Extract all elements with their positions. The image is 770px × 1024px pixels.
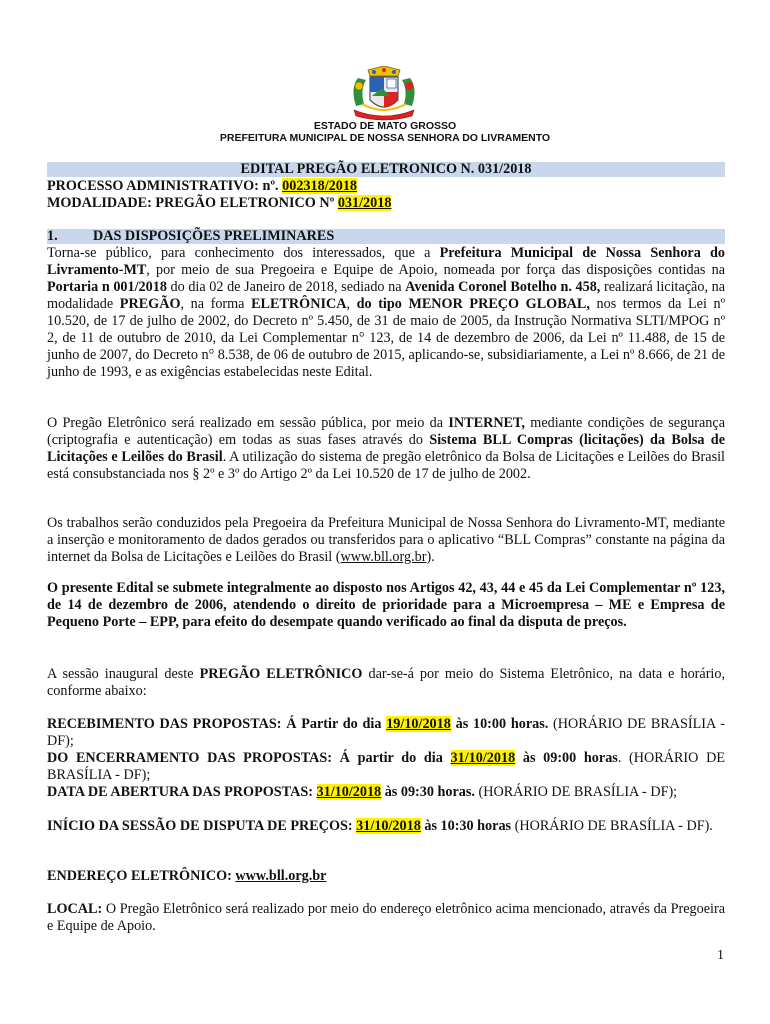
bll-link[interactable]: www.bll.org.br <box>340 549 427 565</box>
text-run: do tipo MENOR PREÇO GLOBAL, <box>356 296 590 312</box>
text-run: Sistema BLL Compras (licitações) da Bolsa de Licitações e Leilões do Brasil <box>47 432 725 465</box>
schedule-item <box>47 784 725 801</box>
schedule-date: 19/10/2018 <box>386 716 451 732</box>
schedule-time: às 10:30 horas <box>420 818 512 834</box>
schedule-time: às 10:00 horas. <box>450 716 549 732</box>
text-run: , <box>346 296 357 312</box>
schedule-time: às 09:30 horas. <box>381 784 475 800</box>
electronic-address <box>47 868 725 885</box>
text-run: nos termos da Lei nº 10.520, de 17 de julho de 2002, do Decreto nº 5.450, de 31 de maio de 2005, da Instrução Normativa SLTI/MPOG nº 2, de 11 de outubro de 2010, da Lei Complementar n° 123, de 14 de dezembro de 2006, da Lei nº 11.488, de 15 de junho de 2007, do Decreto n° 8.538, de 06 de outubro de 2015, aplicando-se, subsidiariamente, a Lei nº 8.666, de 21 de junho de 1993, e as exigências estabelecidas neste Edital. <box>47 296 725 380</box>
paragraph-introduction <box>47 245 725 381</box>
paragraph-works <box>47 515 725 566</box>
process-label: PROCESSO ADMINISTRATIVO: nº. <box>47 178 279 194</box>
schedule-date: 31/10/2018 <box>450 750 516 766</box>
text-run: . A utilização do sistema de pregão eletrônico da Bolsa de Licitações e Leilões do Brasil está consubstanciada nos § 2º e 3º do Artigo 2º da Lei 10.520 de 17 de julho de 2002. <box>47 449 725 482</box>
section-title: DAS DISPOSIÇÕES PRELIMINARES <box>93 228 335 244</box>
schedule-label: DATA DE ABERTURA DAS PROPOSTAS: <box>47 784 317 800</box>
page-title: EDITAL PREGÃO ELETRONICO N. 031/2018 <box>240 161 532 177</box>
schedule-time: às 09:00 horas <box>515 750 618 766</box>
paragraph-complementary-law: O presente Edital se submete integralmente ao disposto nos Artigos 42, 43, 44 e 45 da Lei Complementar nº 123, de 14 de dezembro de 2006, atendendo o direito de prioridade para a Microempresa – ME e Empresa de Pequeno Porte – EPP, para efeito do desempate quando verificado ao final da disputa de preços. <box>47 580 725 630</box>
text-run: PREGÃO <box>119 296 181 312</box>
text-run: INTERNET, <box>448 415 525 431</box>
schedule-note: (HORÁRIO DE BRASÍLIA - DF). <box>511 818 713 834</box>
text-run: A sessão inaugural deste <box>47 666 200 682</box>
local-text: O Pregão Eletrônico será realizado por meio do endereço eletrônico acima mencionado, através da Pregoeira e Equipe de Apoio. <box>47 901 725 934</box>
text-run: Os trabalhos serão conduzidos pela Pregoeira da Prefeitura Municipal de Nossa Senhora do Livramento-MT, mediante a inserção e monitoramento de dados gerados ou transferidos para o aplicativo “BLL Compras” constante na página da internet da Bolsa de Licitações e Leilões do Brasil ( <box>47 515 725 565</box>
schedule-item <box>47 716 725 750</box>
page-number: 1 <box>717 948 724 963</box>
modality-label: MODALIDADE: PREGÃO ELETRONICO Nº <box>47 195 335 211</box>
schedule-item <box>47 750 725 784</box>
local-paragraph <box>47 901 725 935</box>
text-run: , na forma <box>180 296 252 312</box>
text-run: do dia 02 de Janeiro de 2018, sediado na <box>166 279 406 295</box>
modality <box>47 195 725 212</box>
process-number <box>47 178 725 195</box>
schedule-date: 31/10/2018 <box>316 784 382 800</box>
text-run: ELETRÔNICA <box>251 296 347 312</box>
schedule-label: RECEBIMENTO DAS PROPOSTAS: Á Partir do dia <box>47 716 387 732</box>
text-run: Avenida Coronel Botelho n. 458, <box>405 279 601 295</box>
schedule-label: DO ENCERRAMENTO DAS PROPOSTAS: Á partir do dia <box>47 750 451 766</box>
schedule-label: INÍCIO DA SESSÃO DE DISPUTA DE PREÇOS: <box>47 818 357 834</box>
text-run: dar-se-á por meio do Sistema Eletrônico, na data e horário, conforme abaixo: <box>47 666 725 699</box>
header-municipality: PREFEITURA MUNICIPAL DE NOSSA SENHORA DO LIVRAMENTO <box>219 132 551 144</box>
electronic-address-link[interactable]: www.bll.org.br <box>235 868 327 884</box>
electronic-address-label: ENDEREÇO ELETRÔNICO: <box>47 868 236 884</box>
modality-value: 031/2018 <box>337 195 392 211</box>
text-run: PREGÃO ELETRÔNICO <box>199 666 363 682</box>
process-value: 002318/2018 <box>282 178 358 194</box>
schedule-date: 31/10/2018 <box>356 818 421 834</box>
section-heading <box>47 228 725 245</box>
text-run: , por meio de sua Pregoeira e Equipe de Apoio, nomeada por força das disposições contidas na <box>146 262 725 278</box>
paragraph-internet <box>47 415 725 483</box>
schedule-note: (HORÁRIO DE BRASÍLIA - DF); <box>47 716 725 749</box>
header-state: ESTADO DE MATO GROSSO <box>313 120 457 132</box>
section-number: 1. <box>47 228 58 244</box>
text-run: realizará licitação, na modalidade <box>47 279 725 312</box>
municipal-coat-of-arms-icon <box>340 66 428 122</box>
text-run: Portaria n 001/2018 <box>47 279 167 295</box>
text-run: Torna-se público, para conhecimento dos interessados, que a <box>47 245 440 261</box>
text-run: ). <box>426 549 435 565</box>
text-run: mediante condições de segurança (criptografia e autenticação) em todas as suas fases através do <box>47 415 725 448</box>
schedule-item <box>47 818 725 835</box>
schedule-note: (HORÁRIO DE BRASÍLIA - DF); <box>474 784 678 800</box>
text-run: O Pregão Eletrônico será realizado em sessão pública, por meio da <box>47 415 449 431</box>
schedule-note: . (HORÁRIO DE BRASÍLIA - DF); <box>47 750 725 783</box>
local-label: LOCAL: <box>47 901 103 917</box>
paragraph-session <box>47 666 725 700</box>
text-run: Prefeitura Municipal de Nossa Senhora do Livramento-MT <box>47 245 725 278</box>
